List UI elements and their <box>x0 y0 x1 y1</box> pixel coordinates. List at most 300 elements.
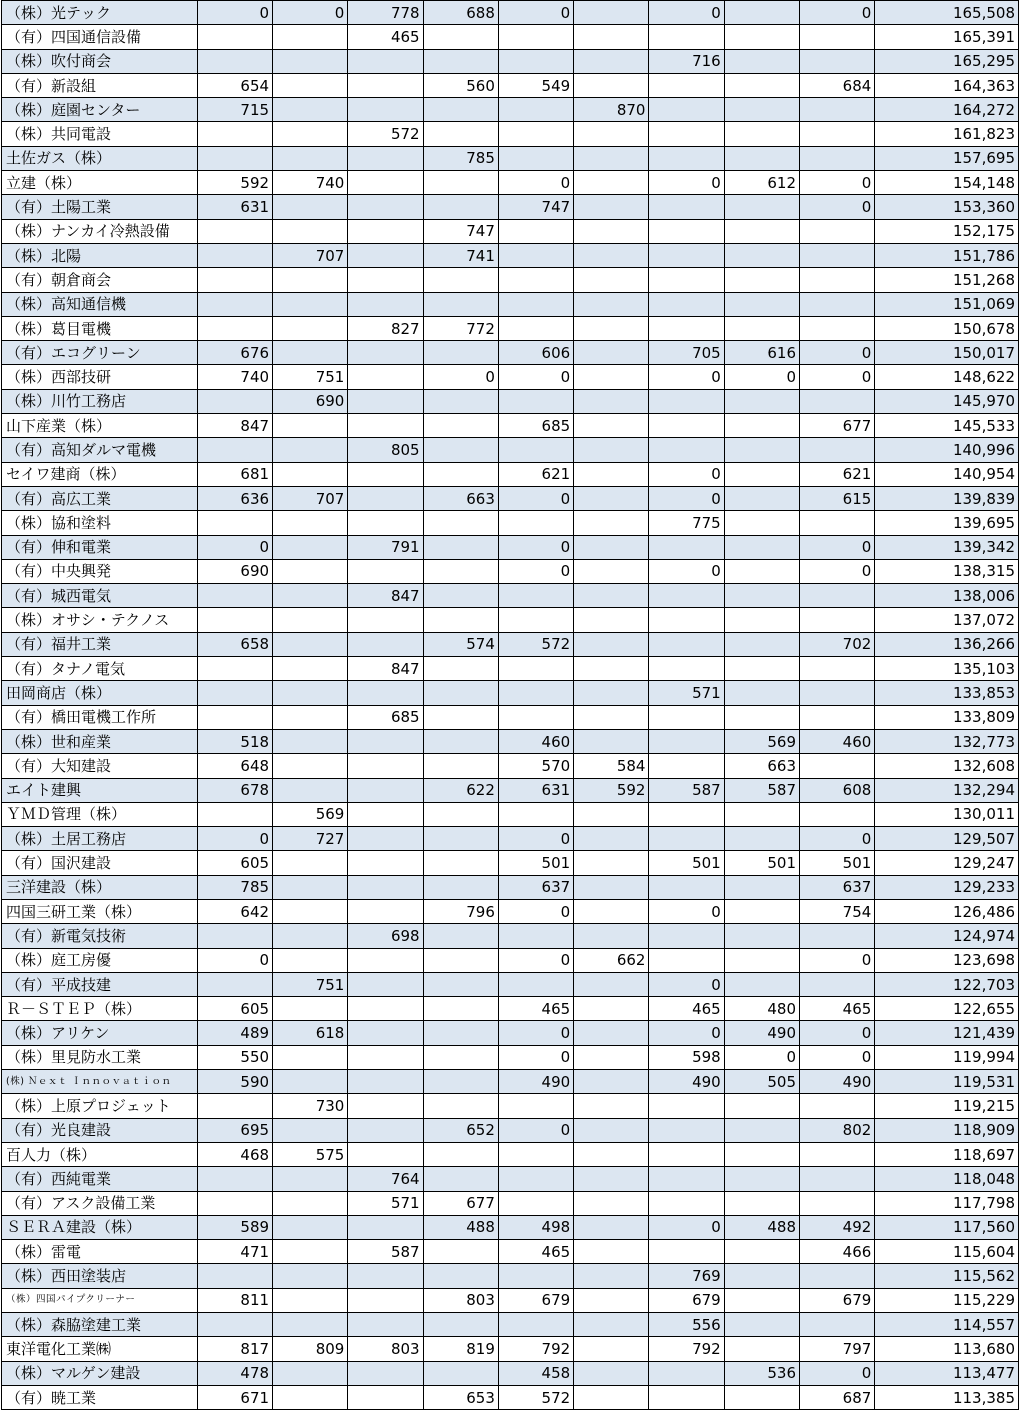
total-cell: 161,823 <box>875 122 1019 146</box>
company-name-cell: 山下産業（株） <box>2 414 198 438</box>
score-cell: 587 <box>348 1240 423 1264</box>
score-cell <box>574 486 649 510</box>
score-cell <box>273 632 348 656</box>
total-cell: 122,655 <box>875 997 1019 1021</box>
company-name-cell: （株）北陽 <box>2 243 198 267</box>
total-cell: 132,294 <box>875 778 1019 802</box>
company-name-cell: （有）伸和電業 <box>2 535 198 559</box>
score-cell <box>724 1313 799 1337</box>
table-row <box>2 171 1019 195</box>
score-cell <box>724 1094 799 1118</box>
company-name-cell: （株）雷電 <box>2 1240 198 1264</box>
company-name-cell: （株）上原プロジェット <box>2 1094 198 1118</box>
score-cell: 605 <box>197 997 272 1021</box>
score-cell <box>800 219 875 243</box>
score-cell <box>574 1361 649 1385</box>
company-name-cell: （有）城西電気 <box>2 584 198 608</box>
score-cell: 0 <box>800 171 875 195</box>
total-cell: 154,148 <box>875 171 1019 195</box>
score-cell <box>423 1021 498 1045</box>
score-cell: 0 <box>800 948 875 972</box>
score-cell <box>348 341 423 365</box>
score-cell: 637 <box>498 875 573 899</box>
score-cell <box>649 389 724 413</box>
score-cell <box>197 1313 272 1337</box>
score-cell: 465 <box>649 997 724 1021</box>
score-cell <box>348 875 423 899</box>
table-row <box>2 98 1019 122</box>
score-cell <box>197 802 272 826</box>
score-cell <box>800 657 875 681</box>
score-cell <box>574 997 649 1021</box>
score-cell <box>649 705 724 729</box>
score-cell: 769 <box>649 1264 724 1288</box>
score-cell <box>574 243 649 267</box>
score-cell: 0 <box>800 1 875 25</box>
score-cell: 797 <box>800 1337 875 1361</box>
total-cell: 135,103 <box>875 657 1019 681</box>
score-cell: 490 <box>498 1070 573 1094</box>
score-cell <box>423 1142 498 1166</box>
score-cell <box>197 1094 272 1118</box>
score-cell: 684 <box>800 73 875 97</box>
score-cell <box>348 608 423 632</box>
score-cell <box>273 1215 348 1239</box>
score-cell: 0 <box>498 827 573 851</box>
total-cell: 150,678 <box>875 316 1019 340</box>
score-cell: 727 <box>273 827 348 851</box>
score-cell <box>574 1 649 25</box>
score-cell <box>423 195 498 219</box>
total-cell: 164,272 <box>875 98 1019 122</box>
score-cell <box>498 681 573 705</box>
score-cell: 792 <box>498 1337 573 1361</box>
score-cell <box>423 462 498 486</box>
company-name-cell: エイト建興 <box>2 778 198 802</box>
score-cell <box>574 365 649 389</box>
score-cell <box>724 389 799 413</box>
table-row <box>2 802 1019 826</box>
score-cell <box>724 924 799 948</box>
score-cell <box>724 802 799 826</box>
table-row <box>2 1191 1019 1215</box>
score-cell: 592 <box>197 171 272 195</box>
score-cell <box>574 1313 649 1337</box>
table-row <box>2 924 1019 948</box>
score-cell <box>649 802 724 826</box>
score-cell <box>423 25 498 49</box>
score-cell: 0 <box>649 171 724 195</box>
score-cell <box>800 1313 875 1337</box>
total-cell: 123,698 <box>875 948 1019 972</box>
score-cell <box>574 219 649 243</box>
score-cell: 0 <box>498 948 573 972</box>
company-name-cell: （有）高広工業 <box>2 486 198 510</box>
score-cell <box>498 25 573 49</box>
company-name-cell: （有）橋田電機工作所 <box>2 705 198 729</box>
score-cell: 0 <box>423 365 498 389</box>
score-cell <box>498 1142 573 1166</box>
score-cell <box>574 73 649 97</box>
score-cell <box>348 559 423 583</box>
score-cell <box>423 1264 498 1288</box>
score-cell <box>273 1191 348 1215</box>
score-cell <box>273 146 348 170</box>
score-cell: 0 <box>800 341 875 365</box>
score-cell <box>724 827 799 851</box>
table-row <box>2 972 1019 996</box>
score-cell <box>348 73 423 97</box>
score-cell <box>649 924 724 948</box>
score-cell <box>273 1045 348 1069</box>
score-cell <box>724 1288 799 1312</box>
score-cell: 465 <box>498 997 573 1021</box>
score-cell <box>574 414 649 438</box>
total-cell: 117,560 <box>875 1215 1019 1239</box>
score-cell: 621 <box>800 462 875 486</box>
score-cell <box>724 1142 799 1166</box>
score-cell <box>273 1288 348 1312</box>
score-cell <box>649 1167 724 1191</box>
company-name-cell: （有）福井工業 <box>2 632 198 656</box>
score-cell: 803 <box>423 1288 498 1312</box>
total-cell: 133,809 <box>875 705 1019 729</box>
table-row <box>2 1094 1019 1118</box>
score-cell: 0 <box>800 827 875 851</box>
total-cell: 136,266 <box>875 632 1019 656</box>
score-cell <box>423 1070 498 1094</box>
score-cell: 612 <box>724 171 799 195</box>
total-cell: 139,695 <box>875 511 1019 535</box>
table-row <box>2 1264 1019 1288</box>
score-cell: 468 <box>197 1142 272 1166</box>
score-cell: 707 <box>273 486 348 510</box>
score-cell: 847 <box>197 414 272 438</box>
score-cell <box>649 195 724 219</box>
table-row <box>2 1142 1019 1166</box>
score-cell: 652 <box>423 1118 498 1142</box>
table-row <box>2 365 1019 389</box>
score-cell <box>423 438 498 462</box>
total-cell: 115,229 <box>875 1288 1019 1312</box>
score-cell <box>574 632 649 656</box>
total-cell: 148,622 <box>875 365 1019 389</box>
score-cell <box>649 1191 724 1215</box>
score-cell <box>197 705 272 729</box>
score-cell: 0 <box>498 1021 573 1045</box>
score-cell: 0 <box>800 1361 875 1385</box>
score-cell <box>649 219 724 243</box>
score-cell <box>649 268 724 292</box>
table-row <box>2 632 1019 656</box>
score-cell <box>423 608 498 632</box>
score-cell <box>423 49 498 73</box>
company-name-cell: （株）庭工房優 <box>2 948 198 972</box>
score-cell: 0 <box>649 486 724 510</box>
score-cell: 772 <box>423 316 498 340</box>
score-cell: 465 <box>800 997 875 1021</box>
score-cell: 0 <box>724 1045 799 1069</box>
score-cell <box>574 827 649 851</box>
score-cell <box>423 122 498 146</box>
score-cell: 460 <box>498 729 573 753</box>
score-cell <box>724 73 799 97</box>
score-cell: 678 <box>197 778 272 802</box>
score-cell <box>800 389 875 413</box>
score-cell <box>800 98 875 122</box>
score-cell <box>800 243 875 267</box>
total-cell: 130,011 <box>875 802 1019 826</box>
total-cell: 153,360 <box>875 195 1019 219</box>
score-cell <box>800 584 875 608</box>
total-cell: 115,604 <box>875 1240 1019 1264</box>
score-cell: 802 <box>800 1118 875 1142</box>
score-cell <box>800 972 875 996</box>
score-cell: 505 <box>724 1070 799 1094</box>
score-cell <box>724 657 799 681</box>
total-cell: 132,773 <box>875 729 1019 753</box>
score-cell <box>574 1385 649 1409</box>
score-cell <box>724 1118 799 1142</box>
score-cell: 679 <box>800 1288 875 1312</box>
score-cell: 572 <box>498 1385 573 1409</box>
total-cell: 114,557 <box>875 1313 1019 1337</box>
table-row <box>2 1045 1019 1069</box>
score-cell: 677 <box>800 414 875 438</box>
score-cell: 698 <box>348 924 423 948</box>
score-cell: 592 <box>574 778 649 802</box>
score-cell: 707 <box>273 243 348 267</box>
company-name-cell: （有）大知建設 <box>2 754 198 778</box>
score-cell <box>724 243 799 267</box>
score-cell: 0 <box>724 365 799 389</box>
score-cell <box>574 1142 649 1166</box>
score-cell <box>724 535 799 559</box>
score-cell <box>574 511 649 535</box>
score-cell: 685 <box>498 414 573 438</box>
table-row <box>2 1021 1019 1045</box>
score-cell <box>348 1094 423 1118</box>
score-cell <box>724 49 799 73</box>
score-cell: 471 <box>197 1240 272 1264</box>
score-cell <box>649 608 724 632</box>
score-cell <box>348 511 423 535</box>
score-cell: 0 <box>649 1215 724 1239</box>
score-cell: 792 <box>649 1337 724 1361</box>
score-cell: 490 <box>724 1021 799 1045</box>
company-name-cell: 立建（株） <box>2 171 198 195</box>
score-cell <box>574 1240 649 1264</box>
score-cell <box>574 608 649 632</box>
score-cell <box>273 754 348 778</box>
score-cell <box>273 1264 348 1288</box>
company-name-cell: （株）協和塗料 <box>2 511 198 535</box>
total-cell: 165,295 <box>875 49 1019 73</box>
score-cell <box>498 511 573 535</box>
score-cell <box>273 729 348 753</box>
score-cell: 572 <box>348 122 423 146</box>
company-name-cell: （有）光良建設 <box>2 1118 198 1142</box>
score-cell: 589 <box>197 1215 272 1239</box>
score-cell: 0 <box>800 559 875 583</box>
score-cell: 785 <box>197 875 272 899</box>
score-cell <box>197 49 272 73</box>
company-name-cell: （有）新設組 <box>2 73 198 97</box>
company-name-cell: （有）アスク設備工業 <box>2 1191 198 1215</box>
score-cell <box>649 73 724 97</box>
total-cell: 138,315 <box>875 559 1019 583</box>
score-cell: 556 <box>649 1313 724 1337</box>
score-cell: 622 <box>423 778 498 802</box>
company-name-cell: （株）庭園センター <box>2 98 198 122</box>
score-cell: 805 <box>348 438 423 462</box>
score-cell: 536 <box>724 1361 799 1385</box>
score-cell <box>724 584 799 608</box>
score-cell <box>197 316 272 340</box>
score-cell: 817 <box>197 1337 272 1361</box>
company-name-cell: （株）西田塗装店 <box>2 1264 198 1288</box>
score-cell <box>574 389 649 413</box>
score-cell <box>273 851 348 875</box>
score-cell: 0 <box>498 535 573 559</box>
company-name-cell: （株）里見防水工業 <box>2 1045 198 1069</box>
company-name-cell: （有）暁工業 <box>2 1385 198 1409</box>
score-cell <box>574 729 649 753</box>
company-name-cell: （株）森脇塗建工業 <box>2 1313 198 1337</box>
score-cell <box>574 1288 649 1312</box>
total-cell: 140,954 <box>875 462 1019 486</box>
score-cell <box>273 511 348 535</box>
score-cell <box>574 924 649 948</box>
total-cell: 137,072 <box>875 608 1019 632</box>
score-cell: 569 <box>724 729 799 753</box>
score-cell: 741 <box>423 243 498 267</box>
score-cell <box>498 268 573 292</box>
score-cell <box>649 1385 724 1409</box>
score-cell: 587 <box>724 778 799 802</box>
score-cell: 574 <box>423 632 498 656</box>
score-cell <box>724 899 799 923</box>
score-cell: 618 <box>273 1021 348 1045</box>
company-name-cell: Ｒ－ＳＴＥＰ（株） <box>2 997 198 1021</box>
score-cell: 0 <box>649 1021 724 1045</box>
score-cell: 636 <box>197 486 272 510</box>
company-name-cell: （株）川竹工務店 <box>2 389 198 413</box>
score-cell: 847 <box>348 584 423 608</box>
table-row <box>2 462 1019 486</box>
score-cell: 631 <box>498 778 573 802</box>
score-cell <box>273 1118 348 1142</box>
score-cell <box>273 292 348 316</box>
score-cell <box>273 1070 348 1094</box>
table-body <box>2 1 1019 1410</box>
score-cell: 549 <box>498 73 573 97</box>
score-cell <box>348 827 423 851</box>
score-cell <box>197 511 272 535</box>
score-cell <box>348 1288 423 1312</box>
table-row <box>2 729 1019 753</box>
score-cell <box>348 681 423 705</box>
company-name-cell: （株）葛目電機 <box>2 316 198 340</box>
score-cell <box>574 535 649 559</box>
score-cell <box>724 1385 799 1409</box>
score-cell: 0 <box>649 365 724 389</box>
score-cell <box>800 25 875 49</box>
score-cell <box>649 875 724 899</box>
score-cell: 705 <box>649 341 724 365</box>
total-cell: 152,175 <box>875 219 1019 243</box>
score-cell <box>273 705 348 729</box>
score-cell <box>574 851 649 875</box>
table-row <box>2 1385 1019 1409</box>
score-cell <box>197 438 272 462</box>
score-cell <box>423 1313 498 1337</box>
table-row <box>2 438 1019 462</box>
total-cell: 118,697 <box>875 1142 1019 1166</box>
score-cell <box>273 462 348 486</box>
score-cell: 0 <box>649 462 724 486</box>
company-name-cell: (株) Ｎｅｘｔ Ｉｎｎｏｖａｔｉｏｎ <box>2 1070 198 1094</box>
score-cell: 571 <box>649 681 724 705</box>
score-cell <box>348 243 423 267</box>
score-cell: 740 <box>197 365 272 389</box>
table-row <box>2 851 1019 875</box>
score-cell <box>574 681 649 705</box>
score-cell <box>197 146 272 170</box>
score-cell: 747 <box>423 219 498 243</box>
score-cell <box>574 49 649 73</box>
score-cell <box>423 948 498 972</box>
total-cell: 157,695 <box>875 146 1019 170</box>
score-cell: 747 <box>498 195 573 219</box>
score-cell: 608 <box>800 778 875 802</box>
score-cell <box>348 1385 423 1409</box>
score-cell <box>423 171 498 195</box>
total-cell: 121,439 <box>875 1021 1019 1045</box>
score-cell <box>800 1264 875 1288</box>
score-cell: 681 <box>197 462 272 486</box>
score-cell: 803 <box>348 1337 423 1361</box>
score-cell: 501 <box>724 851 799 875</box>
score-cell: 690 <box>273 389 348 413</box>
score-cell <box>197 1191 272 1215</box>
score-cell <box>574 875 649 899</box>
table-row <box>2 657 1019 681</box>
score-cell <box>273 1240 348 1264</box>
score-cell <box>197 389 272 413</box>
company-name-cell: 四国三研工業（株） <box>2 899 198 923</box>
score-cell: 501 <box>800 851 875 875</box>
company-name-cell: （有）西純電業 <box>2 1167 198 1191</box>
score-cell: 785 <box>423 146 498 170</box>
score-cell: 488 <box>724 1215 799 1239</box>
score-cell <box>649 535 724 559</box>
company-name-cell: （有）中央興発 <box>2 559 198 583</box>
score-cell: 0 <box>800 535 875 559</box>
company-name-cell: 田岡商店（株） <box>2 681 198 705</box>
score-cell: 811 <box>197 1288 272 1312</box>
score-cell: 0 <box>498 486 573 510</box>
score-cell <box>724 98 799 122</box>
total-cell: 113,680 <box>875 1337 1019 1361</box>
score-cell <box>649 25 724 49</box>
total-cell: 119,531 <box>875 1070 1019 1094</box>
score-cell <box>724 25 799 49</box>
score-cell: 676 <box>197 341 272 365</box>
score-cell <box>423 729 498 753</box>
score-cell <box>724 1240 799 1264</box>
score-cell <box>724 316 799 340</box>
